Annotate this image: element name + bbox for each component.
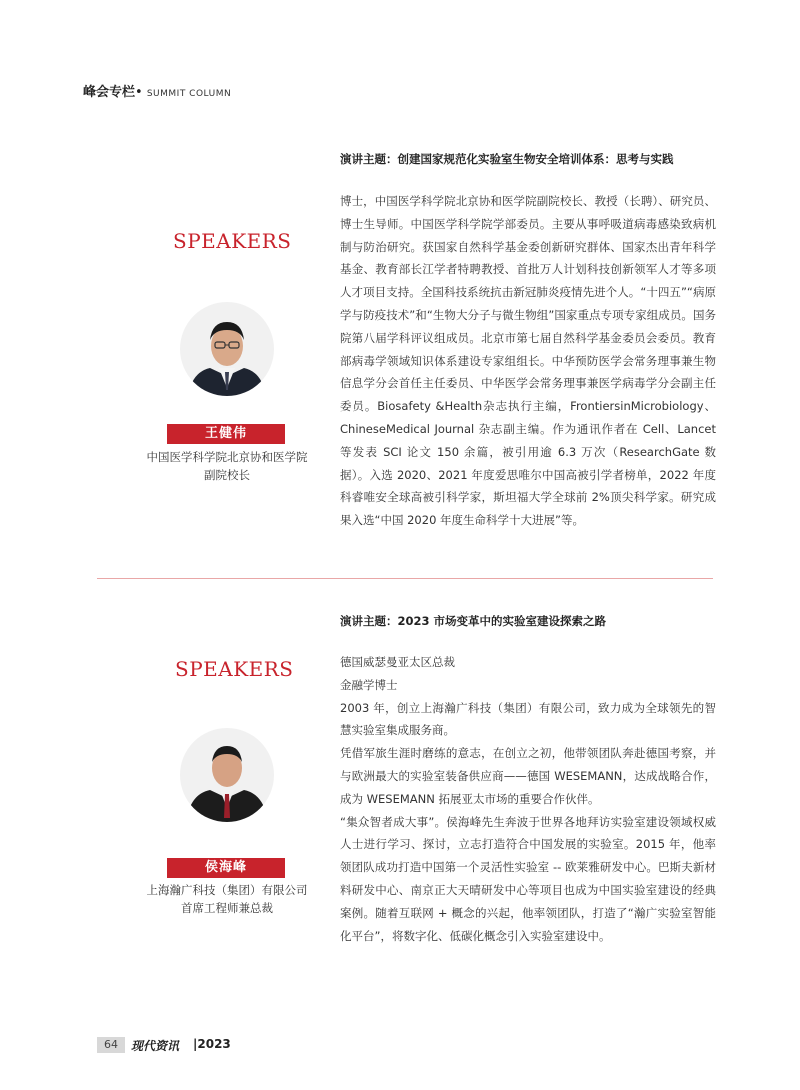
speaker1-bio-text: 博士，中国医学科学院北京协和医学院副院校长、教授（长聘）、研究员、博士生导师。中国医学科学院学部委员。主要从事呼吸道病毒感染致病机制与防治研究。获国家自然科学基金委创新研究群体、国家杰出青年科学基金、教育部长江学者特聘教授、首批万人计划科技创新领军人才等多项人才项目支持。全国科技系统抗击新冠肺炎疫情先进个人。“十四五”“病原学与防疫技术”和“生物大分子与微生物组”国家重点专项专家组成员。国务院第八届学科评议组成员。北京市第七届自然科学基金委员会委员。教育部病毒学领域知识体系建设专家组组长。中华预防医学会常务理事兼生物信息学分会首任主任委员、中华医学会常务理事兼医学病毒学分会副主任委员。Biosafety &Health杂志执行主编，FrontiersinMicrobiology、ChineseMedical Journal 杂志副主编。作为通讯作者在 Cell、Lancet 等发表 SCI 论文 150 余篇，被引用逾 6.3 万次（ResearchGate 数据）。入选 2020、2021 年度爱思唯尔中国高被引学者榜单，2022 年度科睿唯安全球高被引科学家，斯坦福大学全球前 2%顶尖科学家。研究成果入选“中国 2020 年度生命科学十大进展”等。 [340,194,716,528]
page-number: 64 [97,1037,125,1053]
speaker1-affiliation [127,448,327,484]
speaker2-bio-paragraph: 凭借军旅生涯时磨练的意志，在创立之初，他带领团队奔赴德国考察，并与欧洲最大的实验室装备供应商——德国 WESEMANN，达成战略合作，成为 WESEMANN 拓展亚太市场的重要合作伙伴。 [340,746,716,806]
speaker1-bio [340,190,716,532]
column-title-cn: 峰会专栏 [83,85,136,100]
column-header [83,81,231,100]
speaker2-avatar [180,728,274,822]
speaker2-bio-paragraph: “集众智者成大事”。侯海峰先生奔波于世界各地拜访实验室建设领域权威人士进行学习、探讨，立志打造符合中国发展的实验室。2015 年，他率领团队成功打造中国第一个灵活性实验室 -- 欧莱雅研发中心。巴斯夫新材料研发中心、南京正大天晴研发中心等项目也成为中国实验室建设的经典案例。随着互联网 + 概念的兴起，他率领团队，打造了“瀚广实验室智能化平台”，将数字化、低碳化概念引入实验室建设中。 [340,814,716,943]
speaker2-bio-paragraph: 德国威瑟曼亚太区总裁 [340,655,455,669]
speaker1-topic: 演讲主题：创建国家规范化实验室生物安全培训体系：思考与实践 [340,152,674,166]
speaker1-affiliation-line1: 中国医学科学院北京协和医学院 [146,450,308,464]
section-divider [97,578,713,579]
speakers-label-2: SPEAKERS [175,657,294,681]
magazine-name: 现代资讯 [131,1039,180,1053]
speaker1-affiliation-line2: 副院校长 [204,468,250,482]
speaker2-bio-paragraph: 金融学博士 [340,677,398,692]
speaker2-topic: 演讲主题：2023 市场变革中的实验室建设探索之路 [340,614,607,628]
speaker1-name: 王健伟 [167,424,285,444]
issue-year: |2023 [193,1037,231,1051]
speaker2-affiliation-line2: 首席工程师兼总裁 [181,901,273,915]
speaker2-affiliation-line1: 上海瀚广科技（集团）有限公司 [146,883,308,897]
header-separator: • [135,85,143,100]
speaker1-avatar [180,302,274,396]
speakers-label-1: SPEAKERS [173,229,292,253]
speaker2-bio [340,651,716,947]
speaker2-bio-paragraph: 2003 年，创立上海瀚广科技（集团）有限公司，致力成为全球领先的智慧实验室集成服务商。 [340,700,716,738]
column-title-en: SUMMIT COLUMN [146,89,232,99]
speaker2-affiliation [127,881,327,917]
speaker2-name: 侯海峰 [167,858,285,878]
